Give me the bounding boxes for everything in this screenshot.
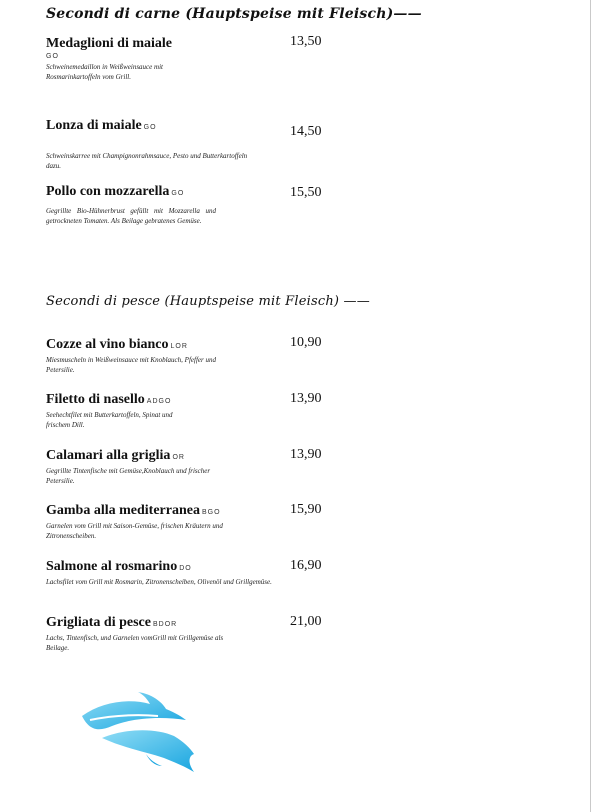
allergen-codes: GO xyxy=(171,190,185,197)
allergen-codes: GO xyxy=(143,124,157,131)
allergen-codes: GO xyxy=(46,53,59,60)
menu-item-lonza xyxy=(46,118,286,171)
dish-name-line xyxy=(46,559,286,575)
menu-item-grigliata xyxy=(46,615,286,653)
section-title-fish: Secondi di pesce (Hauptspeise mit Fleisch) —— xyxy=(46,294,370,309)
dish-price: 13,50 xyxy=(290,34,322,49)
dish-name-line xyxy=(46,503,286,519)
fish-icon xyxy=(76,692,200,772)
menu-item-gamba xyxy=(46,503,286,541)
menu-item-medaglioni xyxy=(46,36,286,82)
allergen-codes: LOR xyxy=(170,343,188,350)
menu-item-calamari xyxy=(46,448,286,486)
dish-name-line xyxy=(46,392,286,408)
menu-item-filetto xyxy=(46,392,286,430)
allergen-codes: ADGO xyxy=(146,398,172,405)
allergen-codes: DO xyxy=(179,565,192,572)
allergen-codes: OR xyxy=(172,454,185,461)
section-title-meat: Secondi di carne (Hauptspeise mit Fleisch)—— xyxy=(46,6,422,22)
dish-description: Schweinemedaillon in Weißweinsauce mit Rosmarinkartoffeln vom Grill. xyxy=(46,63,163,81)
dish-name-line xyxy=(46,448,286,464)
allergen-codes: BGO xyxy=(201,509,221,516)
dish-name: Gamba alla mediterranea xyxy=(46,503,200,518)
menu-item-salmone xyxy=(46,559,286,587)
allergen-codes: BDOR xyxy=(153,621,178,628)
dish-name: Cozze al vino bianco xyxy=(46,337,169,352)
dish-description: Schweinskarree mit Champignonrahmsauce, Pesto und Butterkartoffeln dazu. xyxy=(46,152,248,170)
dish-price: 16,90 xyxy=(290,558,322,573)
dish-name-line xyxy=(46,337,286,353)
dish-price: 14,50 xyxy=(290,124,322,139)
dish-name: Salmone al rosmarino xyxy=(46,559,178,574)
dish-name: Medaglioni di maiale xyxy=(46,36,172,51)
dish-name: Pollo con mozzarella xyxy=(46,184,170,199)
dish-price: 21,00 xyxy=(290,614,322,629)
dish-description: Garnelen vom Grill mit Saison-Gemüse, frischen Kräutern und Zitronenscheiben. xyxy=(46,522,223,540)
dish-name: Lonza di maiale xyxy=(46,118,142,133)
dish-price: 13,90 xyxy=(290,391,322,406)
dish-name-line xyxy=(46,615,286,631)
dish-price: 15,90 xyxy=(290,502,322,517)
dish-description: Lachsfilet vom Grill mit Rosmarin, Zitronenscheiben, Olivenöl und Grillgemüse. xyxy=(46,578,272,586)
dish-description: Seehechtfilet mit Butterkartoffeln, Spinat und frischem Dill. xyxy=(46,411,173,429)
dish-name: Calamari alla griglia xyxy=(46,448,171,463)
dish-price: 10,90 xyxy=(290,335,322,350)
page-edge-line xyxy=(590,0,591,812)
dish-name-line xyxy=(46,184,286,200)
dish-description: Miesmuscheln in Weißweinsauce mit Knoblauch, Pfeffer und Petersilie. xyxy=(46,356,216,374)
menu-item-pollo xyxy=(46,184,286,226)
dish-price: 13,90 xyxy=(290,447,322,462)
dish-description: Gegrillte Bio-Hühnerbrust gefüllt mit Mozzarella und getrockneten Tomaten. Als Beilage gebratenes Gemüse. xyxy=(46,207,216,225)
dish-description: Lachs, Tintenfisch, und Garnelen vomGrill mit Grillgemüse als Beilage. xyxy=(46,634,224,652)
dish-price: 15,50 xyxy=(290,185,322,200)
dish-name-line xyxy=(46,118,286,134)
dish-name: Grigliata di pesce xyxy=(46,615,151,630)
dish-name: Filetto di nasello xyxy=(46,392,145,407)
dish-description: Gegrillte Tintenfische mit Gemüse,Knoblauch und frischer Petersilie. xyxy=(46,467,211,485)
menu-item-cozze xyxy=(46,337,286,375)
